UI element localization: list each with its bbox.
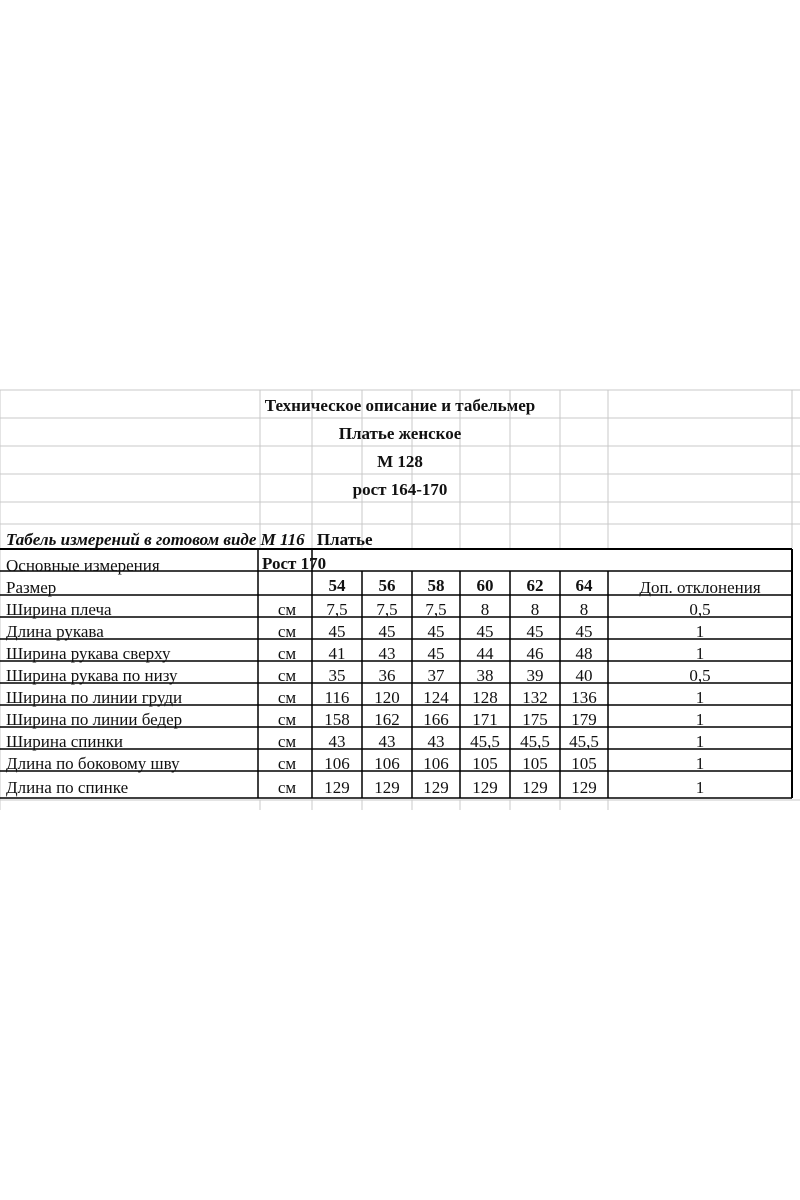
value-cell: 45 (526, 622, 544, 641)
value-cell: 105 (472, 754, 498, 773)
unit-cell: см (277, 622, 297, 641)
value-cell: 129 (472, 778, 498, 797)
measurement-name: Ширина по линии бедер (6, 710, 183, 729)
value-cell: 105 (522, 754, 548, 773)
tolerance-header-cell: Доп. отклонения (639, 578, 761, 597)
measurement-name: Ширина рукава по низу (6, 666, 178, 685)
value-cell: 37 (427, 666, 445, 685)
value-cell: 45,5 (470, 732, 500, 751)
value-cell: 105 (571, 754, 597, 773)
size-col-3: 58 (427, 576, 445, 595)
value-cell: 45 (575, 622, 593, 641)
unit-cell: см (277, 710, 297, 729)
measurement-name: Ширина спинки (6, 732, 123, 751)
header-line-1: Техническое описание и табельмер (264, 396, 536, 415)
measurement-name: Ширина плеча (6, 600, 112, 619)
tolerance-cell: 1 (695, 778, 705, 797)
value-cell: 129 (522, 778, 548, 797)
value-cell: 166 (423, 710, 449, 729)
value-cell: 8 (530, 600, 540, 619)
value-cell: 45 (427, 644, 445, 663)
header-line-4: рост 164-170 (352, 480, 448, 499)
measurement-name: Ширина по линии груди (6, 688, 183, 707)
value-cell: 45 (328, 622, 346, 641)
value-cell: 132 (522, 688, 548, 707)
value-cell: 36 (378, 666, 396, 685)
value-cell: 43 (328, 732, 346, 751)
value-cell: 158 (324, 710, 350, 729)
value-cell: 116 (324, 688, 350, 707)
measurement-name: Длина по боковому шву (6, 754, 180, 773)
label-header-cell: Основные измерения (6, 556, 160, 575)
measurement-name: Длина по спинке (6, 778, 129, 797)
size-col-1: 54 (328, 576, 346, 595)
unit-cell: см (277, 778, 297, 797)
tolerance-cell: 1 (695, 710, 705, 729)
value-cell: 43 (378, 644, 396, 663)
value-cell: 128 (472, 688, 498, 707)
size-label-cell: Размер (6, 578, 57, 597)
unit-cell: см (277, 644, 297, 663)
value-cell: 40 (575, 666, 593, 685)
value-cell: 48 (575, 644, 593, 663)
value-cell: 171 (472, 710, 498, 729)
value-cell: 129 (374, 778, 400, 797)
tolerance-cell: 1 (695, 644, 705, 663)
table-title (6, 530, 373, 550)
value-cell: 7,5 (326, 600, 348, 619)
value-cell: 120 (374, 688, 400, 707)
tolerance-cell: 0,5 (689, 600, 711, 619)
header-line-2: Платье женское (338, 424, 462, 443)
value-cell: 129 (324, 778, 350, 797)
value-cell: 129 (423, 778, 449, 797)
measurement-name: Ширина рукава сверху (6, 644, 171, 663)
value-cell: 35 (328, 666, 346, 685)
value-cell: 45 (427, 622, 445, 641)
tolerance-cell: 1 (695, 622, 705, 641)
value-cell: 41 (328, 644, 346, 663)
value-cell: 7,5 (376, 600, 398, 619)
value-cell: 45 (476, 622, 494, 641)
size-col-4: 60 (476, 576, 494, 595)
value-cell: 45,5 (520, 732, 550, 751)
value-cell: 136 (571, 688, 597, 707)
value-cell: 129 (571, 778, 597, 797)
unit-cell: см (277, 754, 297, 773)
value-cell: 43 (427, 732, 445, 751)
table-title-bold: Платье (316, 530, 373, 549)
size-col-2: 56 (378, 576, 396, 595)
tolerance-cell: 1 (695, 732, 705, 751)
unit-cell: см (277, 688, 297, 707)
value-cell: 46 (526, 644, 544, 663)
unit-cell: см (277, 666, 297, 685)
value-cell: 7,5 (425, 600, 447, 619)
size-col-6: 64 (575, 576, 593, 595)
value-cell: 39 (526, 666, 544, 685)
value-cell: 175 (522, 710, 548, 729)
value-cell: 45 (378, 622, 396, 641)
size-col-5: 62 (526, 576, 544, 595)
height-label-cell: Рост 170 (262, 554, 327, 573)
value-cell: 45,5 (569, 732, 599, 751)
value-cell: 124 (423, 688, 449, 707)
value-cell: 106 (423, 754, 449, 773)
value-cell: 106 (374, 754, 400, 773)
value-cell: 106 (324, 754, 350, 773)
header-line-3: М 128 (377, 452, 423, 471)
value-cell: 43 (378, 732, 396, 751)
measurement-name: Длина рукава (6, 622, 104, 641)
value-cell: 8 (480, 600, 490, 619)
value-cell: 44 (476, 644, 494, 663)
tolerance-cell: 1 (695, 688, 705, 707)
value-cell: 38 (476, 666, 494, 685)
unit-cell: см (277, 600, 297, 619)
table-title-italic: Табель измерений в готовом виде М 116 (6, 530, 305, 549)
tolerance-cell: 0,5 (689, 666, 711, 685)
tolerance-cell: 1 (695, 754, 705, 773)
value-cell: 179 (571, 710, 597, 729)
unit-cell: см (277, 732, 297, 751)
value-cell: 162 (374, 710, 400, 729)
value-cell: 8 (579, 600, 589, 619)
